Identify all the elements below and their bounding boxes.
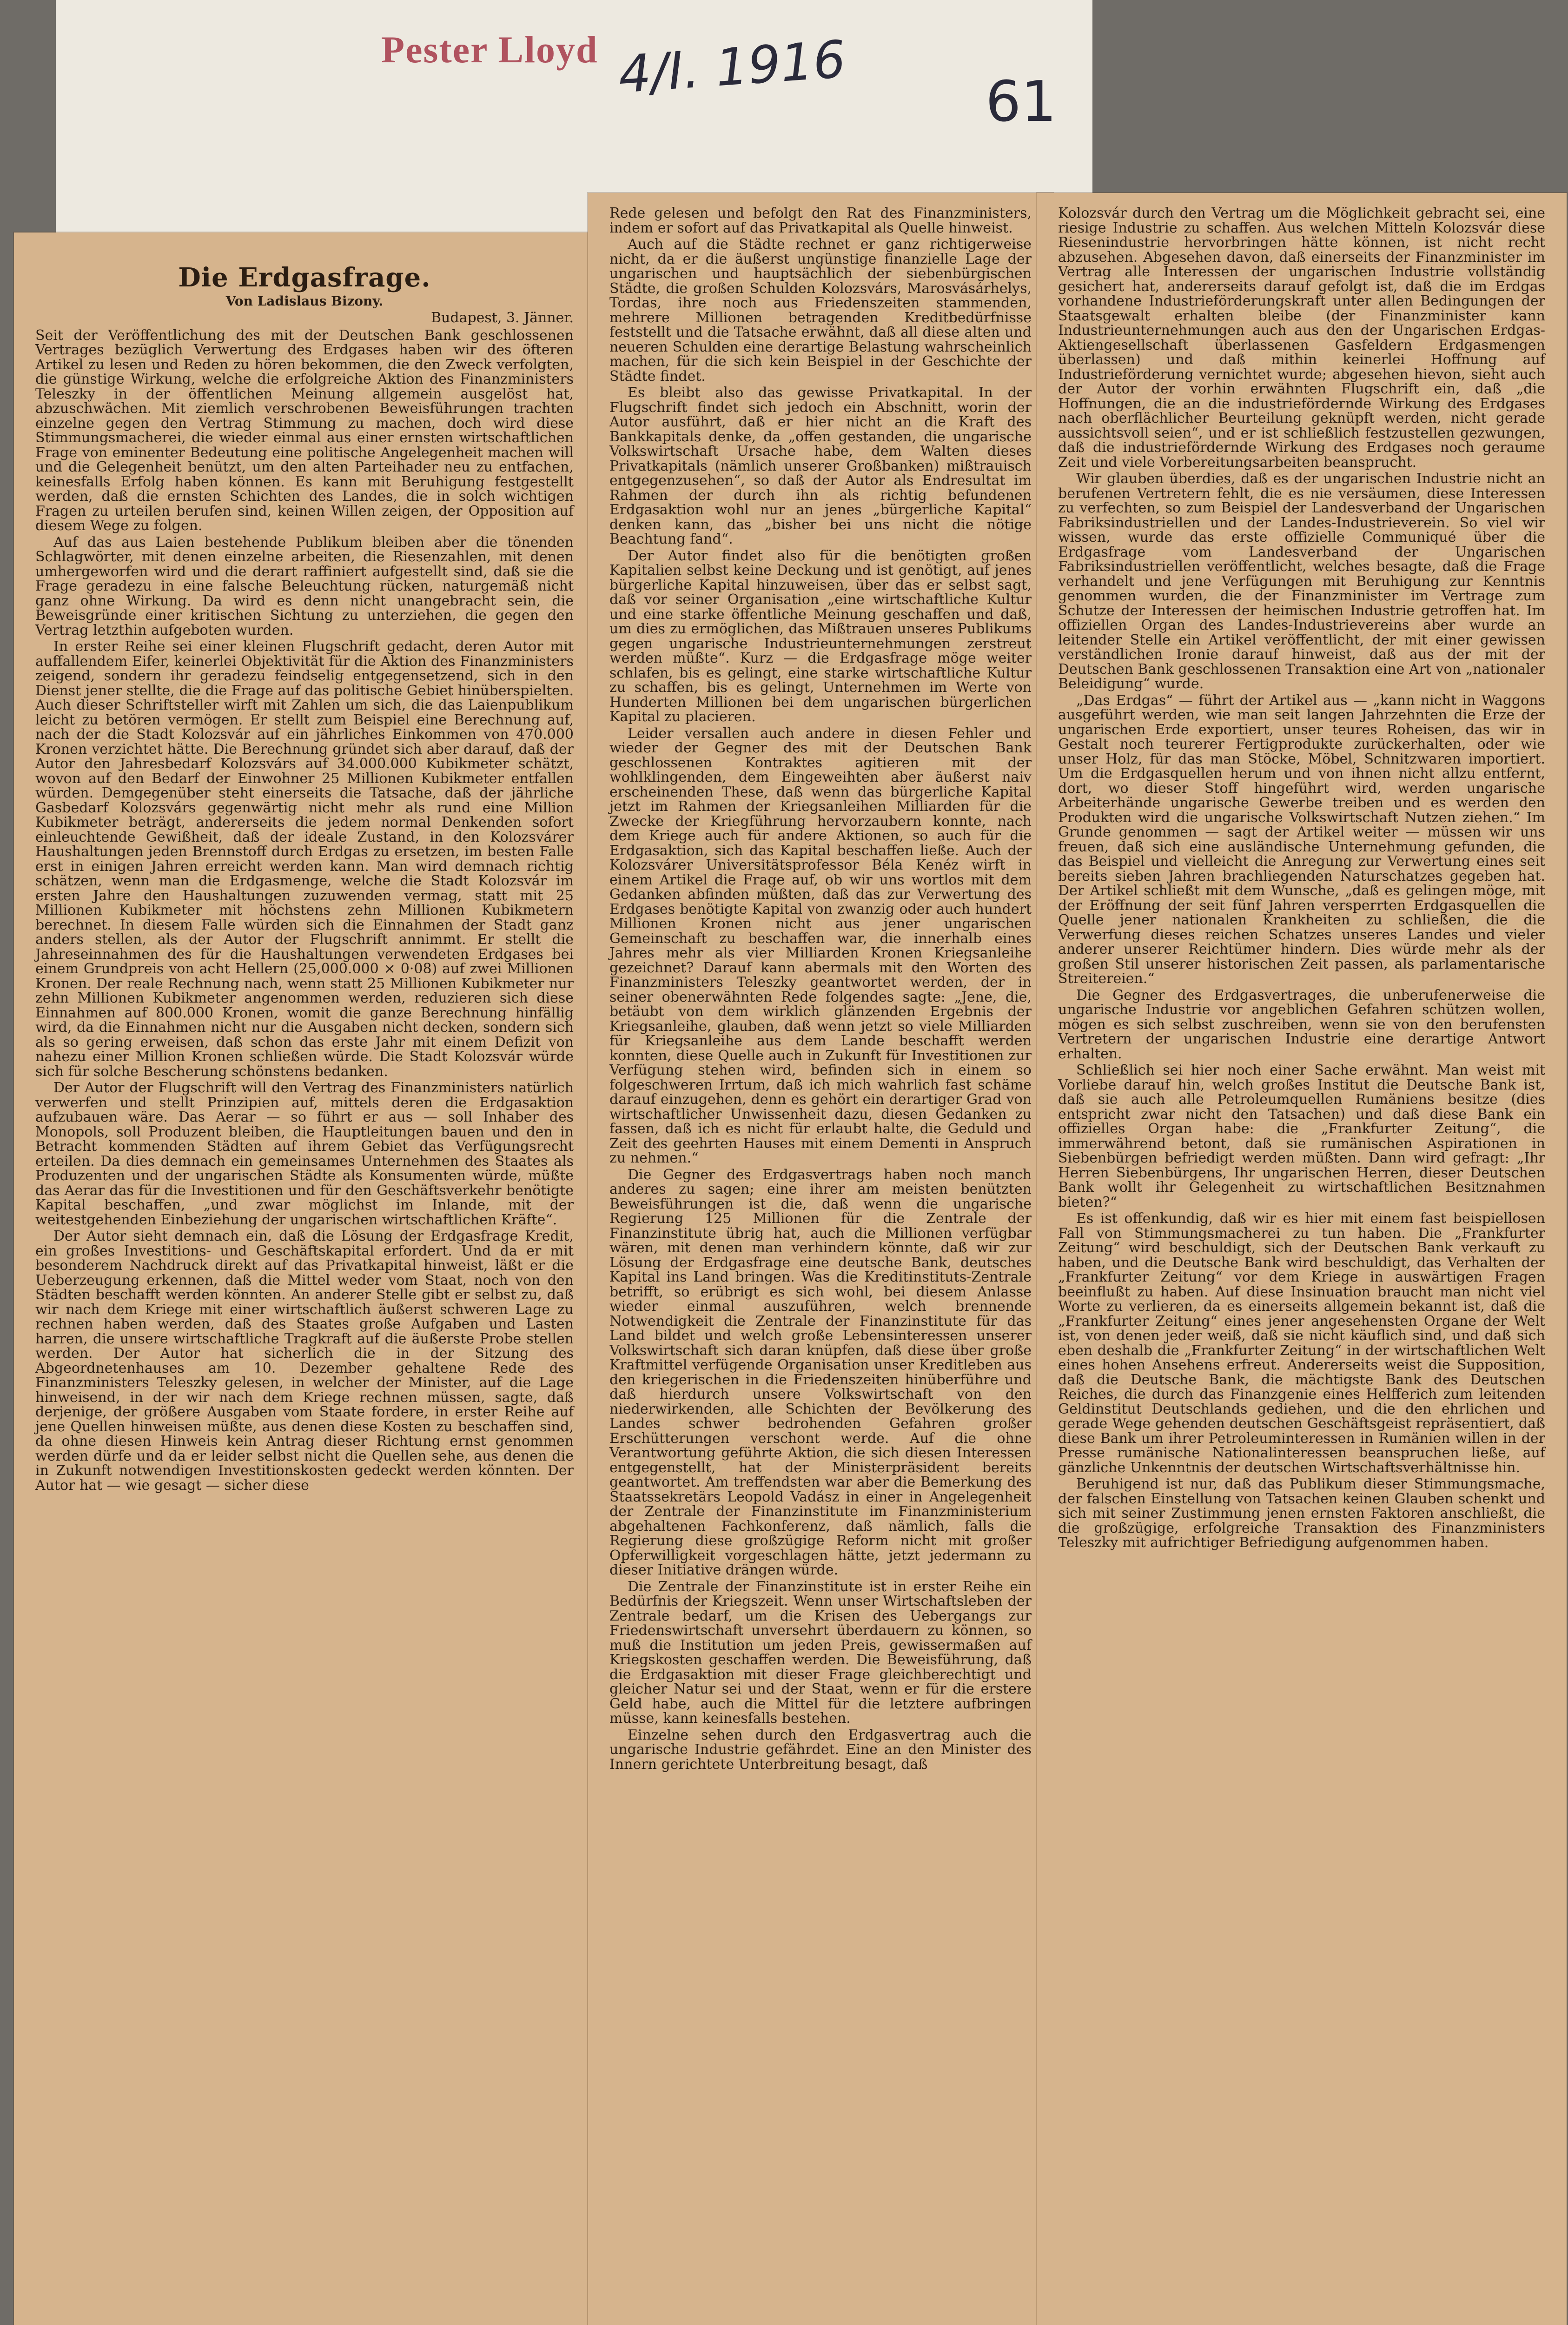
article-paragraph: Die Gegner des Erdgasvertrags haben noch manch anderes zu sagen; eine ihrer am meisten benützten Beweisführungen ist die, daß wenn die ungarische Regierung 125 Millionen für die Zentrale der Finanzinstitute übrig hat, auch die Millionen verfügbar wären, mit denen man verhindern könnte, daß wir zur Lösung der Erdgasfrage eine deutsche Bank, deutsches Kapital ins Land bringen. Was die Kreditinstituts-Zentrale betrifft, so erübrigt es sich wohl, bei diesem Anlasse wieder einmal auszuführen, welch brennende Notwendigkeit die Zentrale der Finanzinstitute für das Land bildet und welch große Lebensinteressen unserer Volkswirtschaft sich daran knüpfen, daß diese über große Kraftmittel verfügende Organisation unser Kreditleben aus den kriegerischen in die Friedenszeiten hinüberführe und daß hierdurch unsere Volkswirtschaft von den niederwirkenden, alle Schichten der Bevölkerung des Landes schwer bedrohenden Gefahren großer Erschütterungen verschont werde. Auf die ohne Verantwortung geführte Aktion, die sich diesen Interessen entgegenstellt, hat der Ministerpräsident bereits geantwortet. Am treffendsten war aber die Bemerkung des Staatssekretärs Leopold Vadász in einer in Angelegenheit der Zentrale der Finanzinstitute im Finanzministerium abgehaltenen Fachkonferenz, daß nämlich, falls die Regierung diese großzügige Reform nicht mit großer Opferwilligkeit vorgeschlagen hätte, jetzt jedermann zu dieser Initiative drängen würde. [609, 1166, 1032, 1578]
article-paragraph: Der Autor sieht demnach ein, daß die Lösung der Erdgasfrage Kredit, ein großes Investitions- und Geschäftskapital erfordert. Und da er mit besonderem Nachdruck direkt auf das Privatkapital hinweist, läßt er die Ueberzeugung erkennen, daß die Mittel weder vom Staat, noch von den Städten beschafft werden könnten. An anderer Stelle gibt er selbst zu, daß wir nach dem Kriege mit einer wirtschaftlich äußerst schweren Lage zu rechnen haben werden, daß des Staates große Aufgaben und Lasten harren, die unsere wirtschaftliche Tragkraft auf die äußerste Probe stellen werden. Der Autor hat sicherlich die in der Sitzung des Abgeordnetenhauses am 10. Dezember gehaltene Rede des Finanzministers Teleszky gelesen, in welcher der Minister, auf die Lage hinweisend, in der wir nach dem Kriege rechnen müssen, sagte, daß derjenige, der größere Ausgaben vom Staate fordere, in erster Reihe auf jene Quellen hinweisen müßte, aus denen diese Kosten zu beschaffen sind, da ohne diesen Hinweis kein Antrag dieser Richtung ernst genommen werden dürfe und da er leider selbst nicht die Quellen sehe, aus denen die in Zukunft notwendigen Investitionskosten gedeckt werden könnten. Der Autor hat — wie gesagt — sicher diese [35, 1228, 574, 1494]
article-paragraph: „Das Erdgas“ — führt der Artikel aus — „kann nicht in Waggons ausgeführt werden, wie man seit langen Jahrzehnten die Erze der ungarischen Erde exportiert, unser teures Roheisen, das wir in Gestalt noch teurerer Fertigprodukte zurückerhalten, oder wie unser Holz, für das man Stöcke, Möbel, Schnitzwaren importiert. Um die Erdgasquellen herum und von ihnen nicht allzu entfernt, dort, wo dieser Stoff hingeführt wird, werden ungarische Arbeiterhände ungarische Gewerbe treiben und es werden den Produkten wird die ungarische Volkswirtschaft Nutzen ziehen.“ Im Grunde genommen — sagt der Artikel weiter — müssen wir uns freuen, daß sich eine ausländische Unternehmung gefunden, die das Beispiel und vielleicht die Anregung zur Verwertung eines seit bereits sieben Jahren brachliegenden Naturschatzes gegeben hat. Der Artikel schließt mit dem Wunsche, „daß es gelingen möge, mit der Eröffnung der seit fünf Jahren versperrten Erdgasquellen die Quelle jener nationalen Krankheiten zu schließen, die die Verwerfung dieses reichen Schatzes unseres Landes und vieler anderer unserer Reichtümer hindern. Dies würde mehr als der großen Stil unserer historischen Zeit passen, als parlamentarische Streitereien.“ [1058, 692, 1545, 987]
article-paragraph: Es ist offenkundig, daß wir es hier mit einem fast beispiellosen Fall von Stimmungsmacherei zu tun haben. Die „Frankfurter Zeitung“ wird beschuldigt, sich der Deutschen Bank verkauft zu haben, und die Deutsche Bank wird beschuldigt, das Verhalten der „Frankfurter Zeitung“ vor dem Kriege in auswärtigen Fragen beeinflußt zu haben. Auf diese Insinuation braucht man nicht viel Worte zu verlieren, da es einerseits allgemein bekannt ist, daß die „Frankfurter Zeitung“ eines jener angesehensten Organe der Welt ist, von denen jeder weiß, daß sie nicht käuflich sind, und daß sich eben deshalb die „Frankfurter Zeitung“ in der wirtschaftlichen Welt eines hohen Ansehens erfreut. Andererseits weist die Supposition, daß die Deutsche Bank, die mächtigste Bank des Deutschen Reiches, die durch das Finanzgenie eines Helfferich zum leitenden Geldinstitut Deutschlands gediehen, und die den ehrlichen und gerade Wege gehenden deutschen Geschäftsgeist repräsentiert, daß diese Bank um ihrer Petroleuminteressen in Rumänien willen in der Presse rumänische Nationalinteressen beanspruchen ließe, auf gänzliche Unkenntnis der deutschen Wirtschaftsverhältnisse hin. [1058, 1210, 1545, 1476]
article-byline: Von Ladislaus Bizony. [225, 293, 384, 309]
article-paragraph: Kolozsvár durch den Vertrag um die Möglichkeit gebracht sei, eine riesige Industrie zu schaffen. Aus welchen Mitteln Kolozsvár diese Riesenindustrie hervorbringen hätte können, ist nicht recht abzusehen. Abgesehen davon, daß einerseits der Finanzminister im Vertrag alle Interessen der ungarischen Industrie vollständig gesichert hat, andererseits darauf gefolgt ist, daß die im Erdgas vorhandene Industrieförderungskraft unter allen Bedingungen der Staatsgewalt erhalten bleibe (der Finanzminister kann Industrieunternehmungen auch aus den der Ungarischen Erdgas-Aktiengesellschaft überlassenen Gasfeldern Erdgasmengen überlassen) und daß mithin keinerlei Hoffnung auf Industrieförderung vernichtet wurde; abgesehen hievon, sieht auch der Autor der vorhin erwähnten Flugschrift ein, daß „die Hoffnungen, die an die industriefördernde Wirkung des Erdgases nach oberflächlicher Beurteilung geknüpft werden, nicht gerade aussichtsvoll seien“, und er ist schließlich festzustellen gezwungen, daß die industriefördernde Wirkung des Erdgases noch geraume Zeit und viele Vorbereitungsarbeiten beansprucht. [1058, 205, 1545, 471]
article-paragraph: Auf das aus Laien bestehende Publikum bleiben aber die tönenden Schlagwörter, mit denen einzelne arbeiten, die Riesenzahlen, mit denen umhergeworfen wird und die derart raffiniert aufgestellt sind, daß sie die Frage geradezu in eine falsche Beleuchtung rücken, naturgemäß nicht ganz ohne Wirkung. Da wird es denn nicht unangebracht sein, die Beweisgründe einer kritischen Sichtung zu unterziehen, die gegen den Vertrag letzthin aufgeboten wurden. [35, 534, 574, 638]
archive-number: 61 [986, 70, 1057, 134]
clipping-column-2 [588, 193, 1053, 2325]
clipping-column-3 [1037, 193, 1567, 2325]
article-dateline: Budapest, 3. Jänner. [431, 310, 574, 326]
article-paragraph: Der Autor findet also für die benötigten großen Kapitalien selbst keine Deckung und ist genötigt, auf jenes bürgerliche Kapital hinzuweisen, über das er selbst sagt, daß vor seiner Organisation „eine wirtschaftliche Kultur und eine starke öffentliche Meinung geschaffen und daß, um dies zu ermöglichen, das Mißtrauen unseres Publikums gegen ungarische Industrieunternehmungen zerstreut werden müßte“. Kurz — die Erdgasfrage möge weiter schlafen, bis es gelingt, eine starke wirtschaftliche Kultur zu schaffen, bis es gelingt, Unternehmen im Werte von Hunderten Millionen bei dem ungarischen bürgerlichen Kapital zu placieren. [609, 547, 1032, 725]
article-column-2 [588, 193, 1053, 2325]
article-paragraph: Beruhigend ist nur, daß das Publikum dieser Stimmungsmache, der falschen Einstellung von Tatsachen keinen Glauben schenkt und sich mit seiner Zustimmung jenen ernsten Faktoren anschließt, die die großzügige, erfolgreiche Transaktion des Finanzministers Teleszky mit aufrichtiger Befriedigung aufgenommen haben. [1058, 1476, 1545, 1551]
article-paragraph: Die Zentrale der Finanzinstitute ist in erster Reihe ein Bedürfnis der Kriegszeit. Wenn unser Wirtschaftsleben der Zentrale bedarf, um die Krisen des Uebergangs zur Friedenswirtschaft unversehrt überdauern zu können, so muß die Institution um jeden Preis, gewissermaßen auf Kriegskosten geschaffen werden. Die Beweisführung, daß die Erdgasaktion mit dieser Frage gleichberechtigt und gleicher Natur sei und der Staat, wenn er für die erstere Geld habe, auch die Mittel für die letztere aufbringen müsse, kann keinesfalls bestehen. [609, 1578, 1032, 1727]
article-paragraph: In erster Reihe sei einer kleinen Flugschrift gedacht, deren Autor mit auffallendem Eifer, keinerlei Objektivität für die Aktion des Finanzministers zeigend, sondern ihr geradezu feindselig entgegensetzend, sich in den Dienst jener stellte, die die Frage auf das politische Gebiet hinüberspielten. Auch dieser Schriftsteller wirft mit Zahlen um sich, die das Laienpublikum leicht zu betören vermögen. Er stellt zum Beispiel eine Berechnung auf, nach der die Stadt Kolozsvár auf ein jährliches Einkommen von 470.000 Kronen verzichtet hätte. Die Berechnung gründet sich aber darauf, daß der Autor den Jahresbedarf Kolozsvárs auf 34.000.000 Kubikmeter schätzt, wovon auf den Bedarf der Einwohner 25 Millionen Kubikmeter entfallen würden. Demgegenüber steht einerseits die Tatsache, daß der jährliche Gasbedarf Kolozsvárs gegenwärtig nicht mehr als rund eine Million Kubikmeter beträgt, andererseits die jedem normal Denkenden sofort einleuchtende Gewißheit, daß der ideale Zustand, in den Kolozsvárer Haushaltungen jeden Brennstoff durch Erdgas zu ersetzen, im besten Falle erst in einigen Jahren erreicht werden kann. Man wird demnach richtig schätzen, wenn man die Erdgasmenge, welche die Stadt Kolozsvár im ersten Jahre den Haushaltungen zuzuwenden vermag, statt mit 25 Millionen Kubikmeter mit höchstens zehn Millionen Kubikmetern berechnet. In diesem Falle würden sich die Einnahmen der Stadt ganz anders stellen, als der Autor der Flugschrift annimmt. Er stellt die Jahreseinnahmen des für die Haushaltungen verwendeten Erdgases bei einem Grundpreis von acht Hellern (25,000.000 × 0·08) auf zwei Millionen Kronen. Der reale Rechnung nach, wenn statt 25 Millionen Kubikmeter nur zehn Millionen Kubikmeter angenommen werden, reduzieren sich diese Einnahmen auf 800.000 Kronen, womit die ganze Berechnung hinfällig wird, da die Einnahmen nicht nur die Ausgaben nicht decken, sondern sich als so gering erweisen, daß schon das erste Jahr mit einem Defizit von nahezu einer Million Kronen schließen würde. Die Stadt Kolozsvár würde sich für solche Bescherung schönstens bedanken. [35, 638, 574, 1080]
article-paragraph: Einzelne sehen durch den Erdgasvertrag auch die ungarische Industrie gefährdet. Eine an den Minister des Innern gerichtete Unterbreitung besagt, daß [609, 1727, 1032, 1773]
clipping-column-1 [14, 232, 595, 2325]
newspaper-name-stamp: Pester Lloyd [381, 28, 598, 71]
article-column-1 [14, 232, 595, 2325]
article-paragraph: Wir glauben überdies, daß es der ungarischen Industrie nicht an berufenen Vertretern fehlt, die es nie versäumen, diese Interessen zu verfechten, so zum Beispiel der Landesverband der Ungarischen Fabriksindustriellen und der Landes-Industrieverein. So viel wir wissen, wurde das erste offizielle Communiqué über die Erdgasfrage vom Landesverband der Ungarischen Fabriksindustriellen veröffentlicht, welches besagte, daß die Frage verhandelt und jene Verfügungen mit Beruhigung zur Kenntnis genommen wurden, die der Finanzminister im Vertrage zum Schutze der Interessen der heimischen Industrie getroffen hat. Im offiziellen Organ des Landes-Industrievereins aber wurde an leitender Stelle ein Artikel veröffentlicht, der mit einer gewissen verständlichen Ironie darauf hinweist, daß aus der mit der Deutschen Bank geschlossenen Transaktion eine Art von „nationaler Beleidigung“ wurde. [1058, 471, 1545, 692]
handwritten-date: 4/I. 1916 [616, 29, 848, 105]
article-paragraph: Der Autor der Flugschrift will den Vertrag des Finanzministers natürlich verwerfen und stellt Prinzipien auf, mittels deren die Erdgasaktion aufzubauen wäre. Das Aerar — so führt er aus — soll Inhaber des Monopols, soll Produzent bleiben, die Hauptleitungen bauen und den in Betracht kommenden Städten auf ihrem Gebiet das Verfügungsrecht erteilen. Da dies demnach ein gemeinsames Unternehmen des Staates als Produzenten und der ungarischen Städte als Konsumenten würde, müßte das Aerar das für die Investitionen und für den Geschäftsverkehr benötigte Kapital beschaffen, „und zwar möglichst im Inlande, mit der weitestgehenden Einbeziehung der ungarischen wirtschaftlichen Kräfte“. [35, 1080, 574, 1228]
article-headline: Die Erdgasfrage. [178, 262, 431, 293]
article-paragraph: Rede gelesen und befolgt den Rat des Finanzministers, indem er sofort auf das Privatkapital als Quelle hinweist. [609, 205, 1032, 236]
article-column-3 [1037, 193, 1567, 2325]
article-paragraph: Schließlich sei hier noch einer Sache erwähnt. Man weist mit Vorliebe darauf hin, welch großes Institut die Deutsche Bank ist, daß sie auch alle Petroleumquellen Rumäniens besitze (dies entspricht zwar nicht den Tatsachen) und daß diese Bank ein offizielles Organ habe: die „Frankfurter Zeitung“, die immerwährend betont, daß sie rumänischen Aspirationen in Siebenbürgen befriedigt werden müßten. Dann wird gefragt: „Ihr Herren Siebenbürgens, Ihr ungarischen Herren, dieser Deutschen Bank wollt ihr Gelegenheit zu wirtschaftlichen Besitznahmen bieten?“ [1058, 1062, 1545, 1210]
article-paragraph: Es bleibt also das gewisse Privatkapital. In der Flugschrift findet sich jedoch ein Abschnitt, worin der Autor ausführt, daß er hier nicht an die Kraft des Bankkapitals denke, da „offen gestanden, die ungarische Volkswirtschaft Ursache habe, dem Walten dieses Privatkapitals (nämlich unserer Großbanken) mißtrauisch entgegenzusehen“, so daß der Autor als Endresultat im Rahmen der durch ihn als richtig befundenen Erdgasaktion wohl nur an jenes „bürgerliche Kapital“ denken kann, das „bisher bei uns nicht die nötige Beachtung fand“. [609, 385, 1032, 547]
article-paragraph: Die Gegner des Erdgasvertrages, die unberufenerweise die ungarische Industrie vor angeblichen Gefahren schützen wollen, mögen es sich selbst zuschreiben, wenn sie von den berufensten Vertretern der ungarischen Industrie eine derartige Antwort erhalten. [1058, 987, 1545, 1062]
article-paragraph: Auch auf die Städte rechnet er ganz richtigerweise nicht, da er die äußerst ungünstige finanzielle Lage der ungarischen und hauptsächlich der siebenbürgischen Städte, die großen Schulden Kolozsvárs, Marosvásárhelys, Tordas, ihre noch aus Friedenszeiten stammenden, mehrere Millionen betragenden Kreditbedürfnisse feststellt und die Tatsache erwähnt, daß all diese alten und neueren Schulden eine derartige Belastung wahrscheinlich machen, für die sich kein Beispiel in der Geschichte der Städte findet. [609, 236, 1032, 385]
article-paragraph: Leider versallen auch andere in diesen Fehler und wieder der Gegner des mit der Deutschen Bank geschlossenen Kontraktes agitieren mit der wohlklingenden, dem Eingeweihten aber äußerst naiv erscheinenden These, daß wenn das bürgerliche Kapital jetzt im Rahmen der Kriegsanleihen Milliarden für die Zwecke der Kriegführung hervorzaubern konnte, nach dem Kriege auch für andere Aktionen, so auch für die Erdgasaktion, sich das Kapital beschaffen ließe. Auch der Kolozsvárer Universitätsprofessor Béla Kenéz wirft in einem Artikel die Frage auf, ob wir uns wortlos mit dem Gedanken abfinden müßten, daß das zur Verwertung des Erdgases benötigte Kapital von zwanzig oder auch hundert Millionen Kronen nicht aus jener ungarischen Gemeinschaft zu beschaffen war, die innerhalb eines Jahres mehr als vier Milliarden Kronen Kriegsanleihe gezeichnet? Darauf kann abermals mit den Worten des Finanzministers Teleszky geantwortet werden, der in seiner obenerwähnten Rede folgendes sagte: „Jene, die, betäubt von dem wirklich glänzenden Ergebnis der Kriegsanleihe, glauben, daß wenn jetzt so viele Milliarden für Kriegsanleihe aus dem Lande beschafft werden konnten, diese Quelle auch in Zukunft für Investitionen zur Verfügung stehen wird, befinden sich in einem so folgeschweren Irrtum, daß ich mich wahrlich fast schäme darauf einzugehen, denn es gehört ein derartiger Grad von wirtschaftlicher Unwissenheit dazu, diesen Gedanken zu fassen, daß ich es nicht für erlaubt halte, die Geduld und Zeit des geehrten Hauses mit einem Dementi in Anspruch zu nehmen.“ [609, 725, 1032, 1166]
article-paragraph: Seit der Veröffentlichung des mit der Deutschen Bank geschlossenen Vertrages bezüglich Verwertung des Erdgases haben wir des öfteren Artikel zu lesen und Reden zu hören bekommen, die den Zweck verfolgten, die günstige Wirkung, welche die erfolgreiche Aktion des Finanzministers Teleszky in der öffentlichen Meinung allgemein ausgelöst hat, abzuschwächen. Mit ziemlich verschrobenen Beweisführungen trachten einzelne gegen den Vertrag Stimmung zu machen, doch wird diese Stimmungsmacherei, die wieder einmal aus einer ernsten wirtschaftlichen Frage von eminenter Bedeutung eine politische Angelegenheit machen will und die Gelegenheit benützt, um den alten Parteihader neu zu entfachen, keinesfalls Erfolg haben können. Es kann mit Beruhigung festgestellt werden, daß die ernsten Schichten des Landes, die in solch wichtigen Fragen zu urteilen berufen sind, keinen Willen zeigen, der Opposition auf diesem Wege zu folgen. [35, 327, 574, 534]
